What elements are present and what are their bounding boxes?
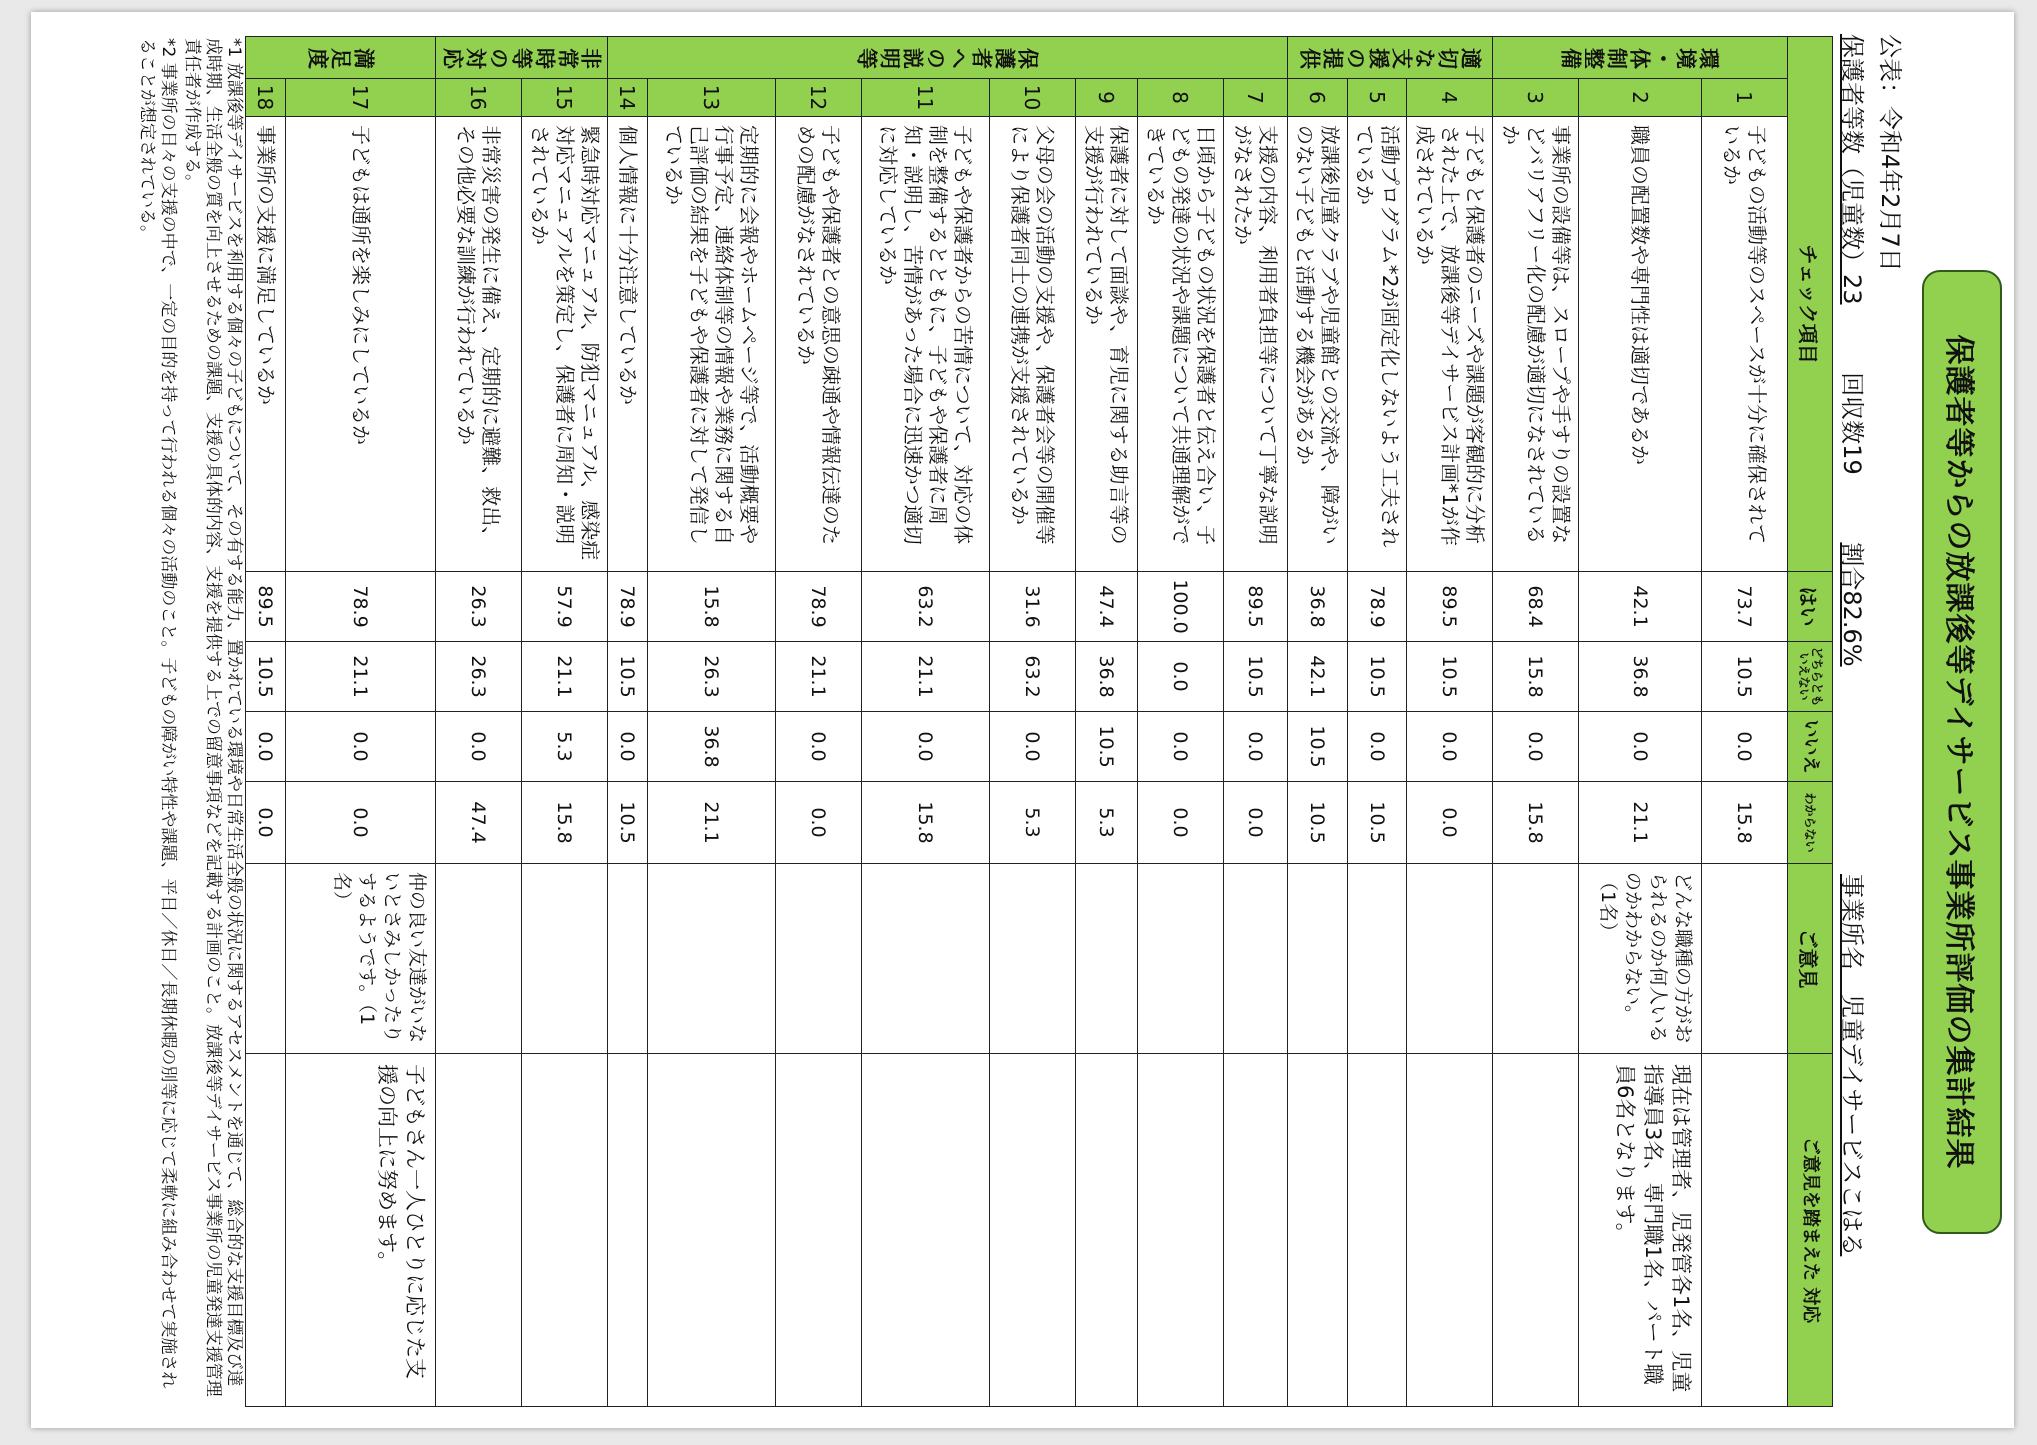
row-number: 13 [648,79,776,117]
opinion-cell [862,864,990,1054]
check-item: 子どもや保護者からの苦情について、対応の体制を整備するとともに、子どもや保護者に周知・説明し、苦情があった場合に迅速かつ適切に対応しているか [862,117,990,572]
check-item: 子どもや保護者との意思の疎通や情報伝達のための配慮がなされているか [776,117,862,572]
table-header-row [1788,37,1833,1407]
neither-pct: 10.5 [1407,642,1493,712]
no-pct: 0.0 [286,712,436,782]
opinion-cell [1407,864,1493,1054]
no-pct: 0.0 [1579,712,1702,782]
response-cell [436,1054,522,1407]
unknown-pct: 10.5 [1288,782,1348,864]
check-item: 事業所の支援に満足しているか [246,117,286,572]
table-row [1076,37,1138,1407]
response-cell [1288,1054,1348,1407]
yes-pct: 57.9 [522,572,608,642]
neither-pct: 10.5 [246,642,286,712]
footnotes [133,38,244,1398]
table-row [1579,37,1702,1407]
row-number: 5 [1348,79,1407,117]
no-pct: 10.5 [1076,712,1138,782]
unknown-pct: 0.0 [1138,782,1224,864]
neither-pct: 21.1 [776,642,862,712]
unknown-pct: 21.1 [648,782,776,864]
no-pct: 10.5 [1288,712,1348,782]
check-item: 活動プログラム*2が固定化しないよう工夫されているか [1348,117,1407,572]
no-pct: 5.3 [522,712,608,782]
neither-pct: 21.1 [286,642,436,712]
table-row [608,37,648,1407]
yes-pct: 31.6 [990,572,1076,642]
row-number: 16 [436,79,522,117]
response-cell [1702,1054,1788,1407]
no-pct: 0.0 [608,712,648,782]
rotated-page-content [31,12,2014,1428]
no-pct: 0.0 [990,712,1076,782]
table-row [1288,37,1348,1407]
page-title: 保護者等からの放課後等デイサービス事業所評価の集計結果 [1922,270,2002,1234]
publication-date: 公表：令和4年2月7日 [1876,34,1904,272]
opinion-cell [776,864,862,1054]
neither-pct: 21.1 [522,642,608,712]
opinion-cell [990,864,1076,1054]
table-row [1702,37,1788,1407]
yes-pct: 100.0 [1138,572,1224,642]
neither-pct: 10.5 [1348,642,1407,712]
document-page [31,12,2014,1428]
response-cell [1138,1054,1224,1407]
response-cell [246,1054,286,1407]
yes-pct: 89.5 [1224,572,1288,642]
row-number: 9 [1076,79,1138,117]
check-item: 定期的に会報やホームページ等で、活動概要や行事予定、連絡体制等の情報や業務に関する自己評価の結果を子どもや保護者に対して発信しているか [648,117,776,572]
opinion-cell: どんな職種の方がおられるのか何人いるのかわからない。（1名） [1579,864,1702,1054]
header-unknown: わからない [1788,782,1833,864]
check-item: 職員の配置数や専門性は適切であるか [1579,117,1702,572]
category-satisfaction: 満足度 [246,37,436,79]
check-item: 子どもと保護者のニーズや課題が客観的に分析された上で、放課後等デイサービス計画*1が作成されているか [1407,117,1493,572]
opinion-cell [1076,864,1138,1054]
neither-pct: 10.5 [1702,642,1788,712]
yes-pct: 63.2 [862,572,990,642]
yes-pct: 89.5 [246,572,286,642]
opinion-cell [246,864,286,1054]
unknown-pct: 10.5 [608,782,648,864]
no-pct: 0.0 [862,712,990,782]
unknown-pct: 5.3 [990,782,1076,864]
table-row [286,37,436,1407]
response-cell: 子どもさん一人ひとりに応じた支援の向上に努めます。 [286,1054,436,1407]
response-cell [990,1054,1076,1407]
opinion-cell [1224,864,1288,1054]
check-item: 緊急時対応マニュアル、防犯マニュアル、感染症対応マニュアルを策定し、保護者に周知・説明されているか [522,117,608,572]
row-number: 17 [286,79,436,117]
table-row [776,37,862,1407]
unknown-pct: 0.0 [776,782,862,864]
footnote-1: *1 放課後等デイサービスを利用する個々の子どもについて、その有する能力、置かれている環境や日常生活全般の状況に関するアセスメントを通じて、総合的な支援目標及び達成時期、生活全般の質を向上させるための課題、支援の具体的内容、支援を提供する上での留意事項などを記載する計画のこと。放課後等デイサービス事業所の児童発達支援管理責任者が作成する。 [182,38,244,1397]
response-cell [776,1054,862,1407]
neither-pct: 0.0 [1138,642,1224,712]
no-pct: 0.0 [1493,712,1579,782]
response-cell [862,1054,990,1407]
table-row [1407,37,1493,1407]
check-item: 子どもは通所を楽しみにしているか [286,117,436,572]
table-row [648,37,776,1407]
unknown-pct: 10.5 [1348,782,1407,864]
header-neither: どちらとも いえない [1788,642,1833,712]
unknown-pct: 0.0 [286,782,436,864]
row-number: 10 [990,79,1076,117]
neither-pct: 10.5 [608,642,648,712]
guardian-count: 保護者等数（児童数）23 [1838,34,1866,305]
yes-pct: 73.7 [1702,572,1788,642]
no-pct: 0.0 [776,712,862,782]
category-environment: 環境・体制整備 [1493,37,1788,79]
no-pct: 0.0 [1702,712,1788,782]
collected-count: 回収数19 [1838,372,1866,475]
category-guardian-explanation: 保護者への説明等 [608,37,1288,79]
row-number: 6 [1288,79,1348,117]
opinion-cell [1138,864,1224,1054]
neither-pct: 36.8 [1076,642,1138,712]
no-pct: 36.8 [648,712,776,782]
neither-pct: 63.2 [990,642,1076,712]
check-item: 日頃から子どもの状況を保護者と伝え合い、子どもの発達の状況や課題について共通理解ができているか [1138,117,1224,572]
row-number: 7 [1224,79,1288,117]
row-number: 8 [1138,79,1224,117]
neither-pct: 42.1 [1288,642,1348,712]
table-row [1224,37,1288,1407]
table-row [1348,37,1407,1407]
yes-pct: 78.9 [608,572,648,642]
table-row [990,37,1076,1407]
yes-pct: 26.3 [436,572,522,642]
table-row [246,37,286,1407]
header-response: ご意見を踏まえた 対応 [1788,1054,1833,1407]
table-row [436,37,522,1407]
opinion-cell [1288,864,1348,1054]
no-pct: 0.0 [1348,712,1407,782]
check-item: 事業所の設備等は、スロープや手すりの設置などバリアフリー化の配慮が適切になされているか [1493,117,1579,572]
table-row [862,37,990,1407]
table-row [522,37,608,1407]
no-pct: 0.0 [246,712,286,782]
category-support: 適切な支援の提供 [1288,37,1493,79]
row-number: 18 [246,79,286,117]
header-yes: はい [1788,572,1833,642]
row-number: 2 [1579,79,1702,117]
row-number: 11 [862,79,990,117]
neither-pct: 10.5 [1224,642,1288,712]
row-number: 1 [1702,79,1788,117]
check-item: 子どもの活動等のスペースが十分に確保されているか [1702,117,1788,572]
neither-pct: 15.8 [1493,642,1579,712]
response-cell: 現在は管理者、児発管各1名、児童指導員3名、専門職1名、パート職員6名となります。 [1579,1054,1702,1407]
opinion-cell [522,864,608,1054]
unknown-pct: 0.0 [1407,782,1493,864]
category-emergency: 非常時等の対応 [436,37,608,79]
response-cell [1076,1054,1138,1407]
unknown-pct: 15.8 [862,782,990,864]
unknown-pct: 15.8 [1493,782,1579,864]
neither-pct: 21.1 [862,642,990,712]
check-item: 放課後児童クラブや児童館との交流や、障がいのない子どもと活動する機会があるか [1288,117,1348,572]
response-cell [648,1054,776,1407]
no-pct: 0.0 [436,712,522,782]
check-item: 個人情報に十分注意しているか [608,117,648,572]
no-pct: 0.0 [1138,712,1224,782]
yes-pct: 15.8 [648,572,776,642]
check-item: 保護者に対して面談や、育児に関する助言等の支援が行われているか [1076,117,1138,572]
response-cell [608,1054,648,1407]
unknown-pct: 47.4 [436,782,522,864]
response-cell [1407,1054,1493,1407]
opinion-cell [648,864,776,1054]
header-opinion: ご意見 [1788,864,1833,1054]
neither-pct: 26.3 [648,642,776,712]
opinion-cell [1348,864,1407,1054]
row-number: 3 [1493,79,1579,117]
opinion-cell [1493,864,1579,1054]
office-name: 事業所名 児童デイサービスこはる [1838,874,1866,1257]
response-cell [1224,1054,1288,1407]
no-pct: 0.0 [1407,712,1493,782]
yes-pct: 78.9 [1348,572,1407,642]
yes-pct: 47.4 [1076,572,1138,642]
no-pct: 0.0 [1224,712,1288,782]
unknown-pct: 21.1 [1579,782,1702,864]
opinion-cell: 仲の良い友達がいないとさみしかったりするようです。（1名） [286,864,436,1054]
unknown-pct: 15.8 [522,782,608,864]
yes-pct: 36.8 [1288,572,1348,642]
yes-pct: 68.4 [1493,572,1579,642]
response-cell [522,1054,608,1407]
yes-pct: 78.9 [286,572,436,642]
row-number: 12 [776,79,862,117]
opinion-cell [608,864,648,1054]
unknown-pct: 0.0 [1224,782,1288,864]
evaluation-table [245,36,1833,1407]
yes-pct: 42.1 [1579,572,1702,642]
yes-pct: 89.5 [1407,572,1493,642]
check-item: 非常災害の発生に備え、定期的に避難、救出、その他必要な訓練が行われているか [436,117,522,572]
footnote-2: *2 事業所の日々の支援の中で、一定の目的を持って行われる個々の活動のこと。子どもの障がい特性や課題、平日／休日／長期休暇の別等に応じて柔軟に組み合わせて実施されることが想定されている。 [137,38,178,1389]
yes-pct: 78.9 [776,572,862,642]
respondent-summary [1837,34,1872,727]
check-item: 支援の内容、利用者負担等について丁寧な説明がなされたか [1224,117,1288,572]
unknown-pct: 15.8 [1702,782,1788,864]
row-number: 4 [1407,79,1493,117]
response-cell [1348,1054,1407,1407]
unknown-pct: 0.0 [246,782,286,864]
response-rate: 割合82.6% [1838,542,1866,667]
opinion-cell [436,864,522,1054]
header-check-item: チェック項目 [1788,37,1833,572]
opinion-cell [1702,864,1788,1054]
table-row [1493,37,1579,1407]
response-cell [1493,1054,1579,1407]
neither-pct: 36.8 [1579,642,1702,712]
row-number: 14 [608,79,648,117]
table-row [1138,37,1224,1407]
unknown-pct: 5.3 [1076,782,1138,864]
check-item: 父母の会の活動の支援や、保護者会等の開催等により保護者同士の連携が支援されているか [990,117,1076,572]
neither-pct: 26.3 [436,642,522,712]
row-number: 15 [522,79,608,117]
header-no: いいえ [1788,712,1833,782]
